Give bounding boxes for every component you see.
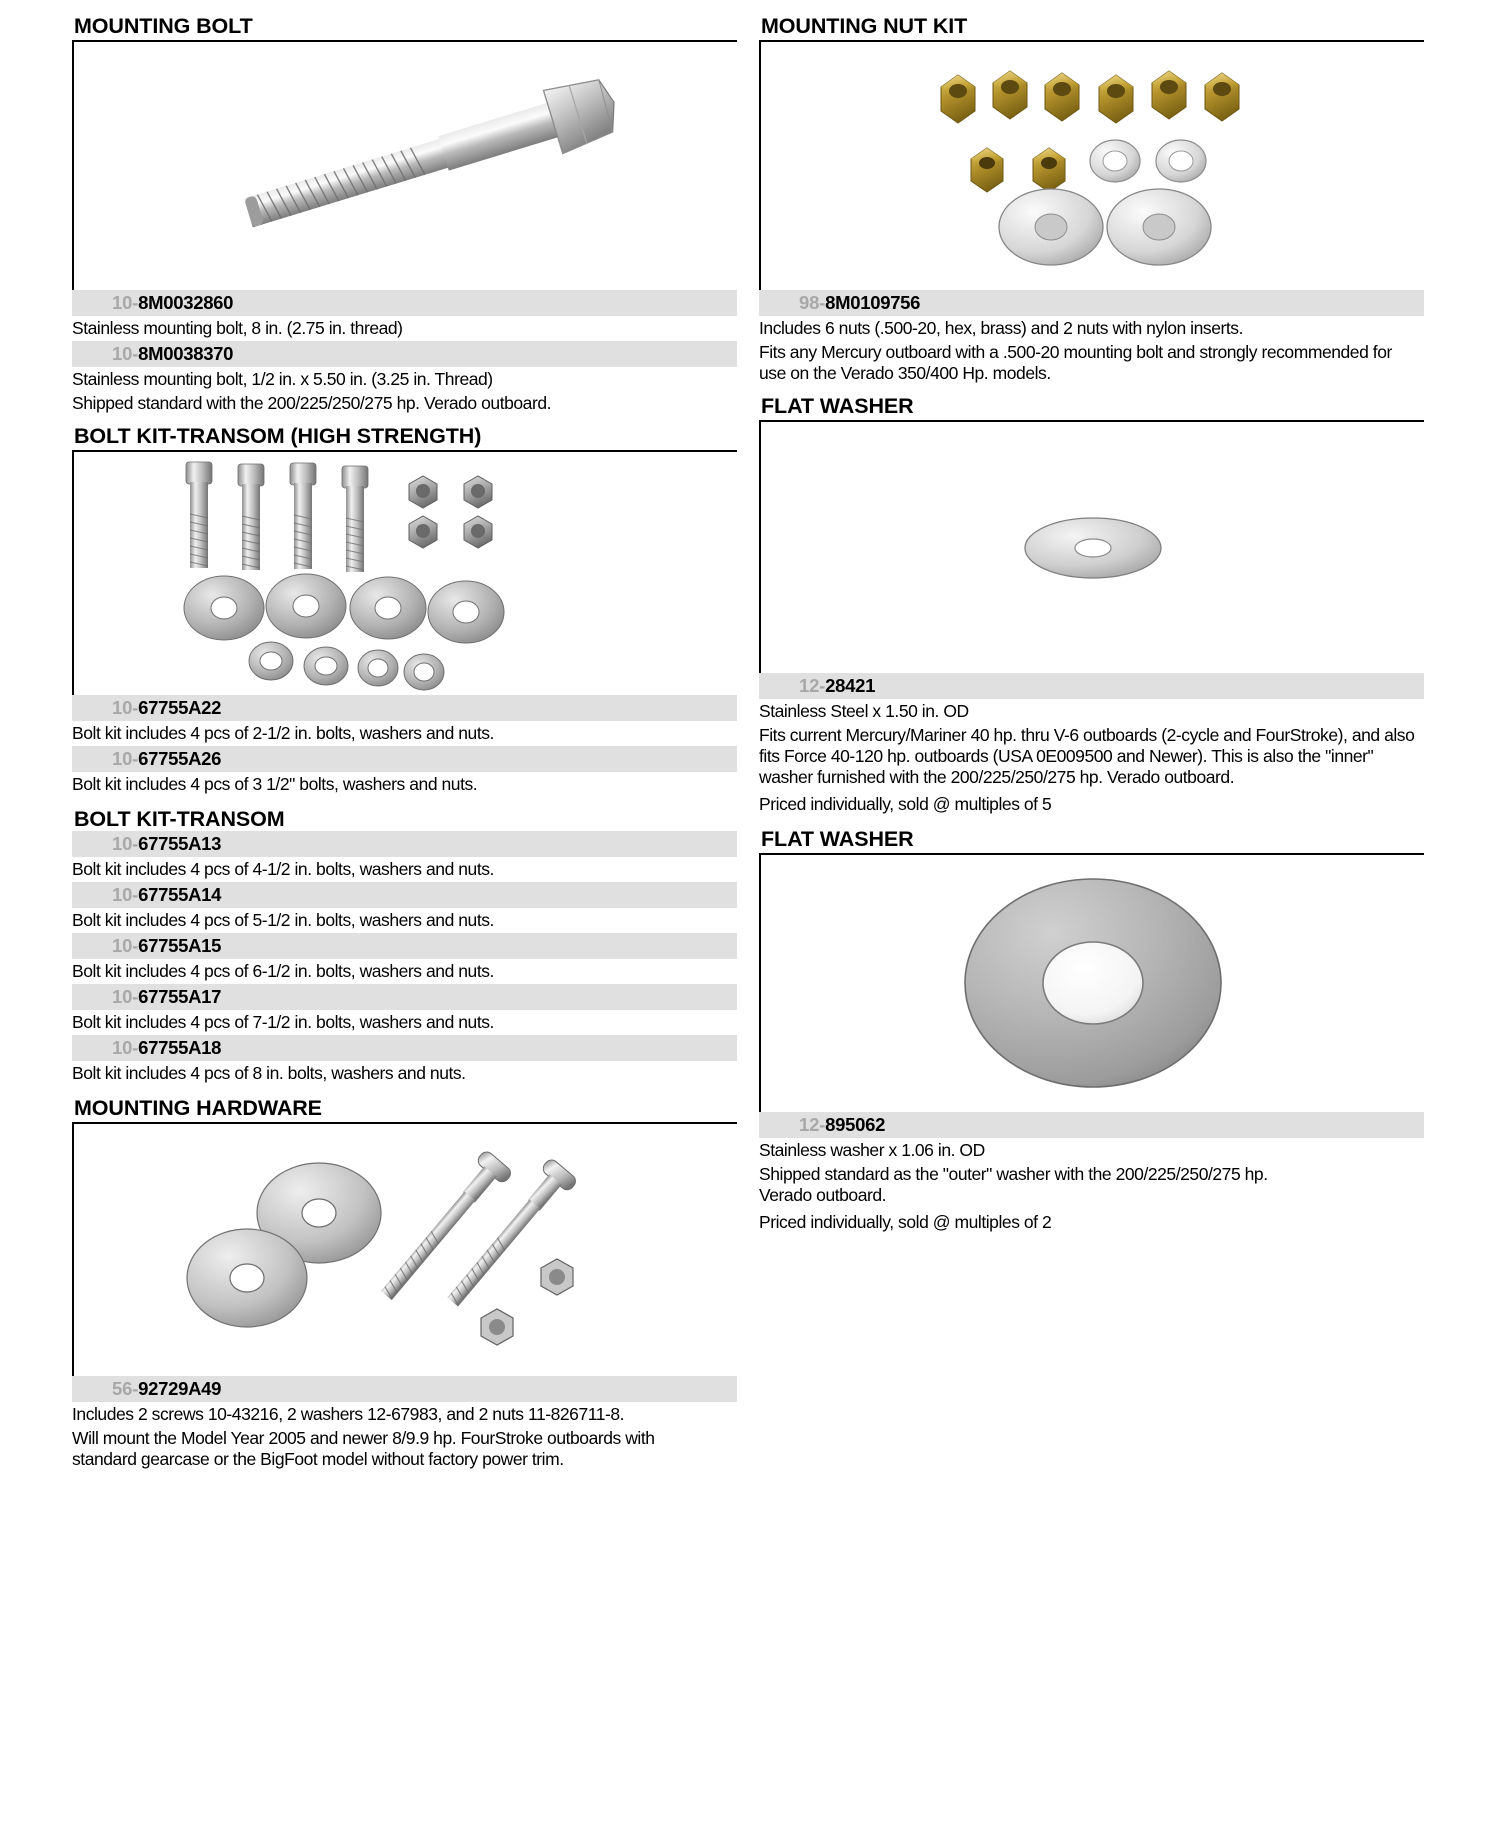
part-description: Bolt kit includes 4 pcs of 3 1/2" bolts, washers and nuts. xyxy=(72,774,478,795)
part-description: Fits current Mercury/Mariner 40 hp. thru V-6 outboards (2-cycle and FourStroke), and also fits Force 40-120 hp. outboards (USA 0E009500 and Newer). This is also the "inner" washer furnished with the 200/225/250/275 hp. Verado outboard. xyxy=(759,725,1415,788)
part-prefix: 10- xyxy=(112,985,139,1007)
part-number-band[interactable] xyxy=(72,1035,737,1061)
left-column xyxy=(72,14,737,1829)
part-number: 67755A14 xyxy=(138,883,222,905)
section-heading: BOLT KIT-TRANSOM xyxy=(74,807,285,832)
part-prefix: 12- xyxy=(799,1113,826,1135)
section-mounting-nut-kit xyxy=(759,14,1424,290)
part-number: 67755A13 xyxy=(138,832,222,854)
section-heading: FLAT WASHER xyxy=(761,827,914,852)
part-number: 895062 xyxy=(825,1113,886,1135)
part-prefix: 10- xyxy=(112,342,139,364)
part-number: 67755A26 xyxy=(138,747,222,769)
part-description: Priced individually, sold @ multiples of 2 xyxy=(759,1212,1052,1233)
part-number-band[interactable] xyxy=(72,933,737,959)
part-description: Includes 6 nuts (.500-20, hex, brass) and 2 nuts with nylon inserts. xyxy=(759,318,1243,339)
section-heading: MOUNTING NUT KIT xyxy=(761,14,968,38)
part-description: Fits any Mercury outboard with a .500-20 mounting bolt and strongly recommended for use on the Verado 350/400 Hp. models. xyxy=(759,342,1392,384)
part-prefix: 10- xyxy=(112,696,139,718)
small-flat-washer-photo xyxy=(759,422,1424,673)
section-bolt-kit-high-strength xyxy=(72,424,737,695)
part-number: 28421 xyxy=(825,674,876,696)
part-description: Bolt kit includes 4 pcs of 4-1/2 in. bolts, washers and nuts. xyxy=(72,859,494,880)
section-heading: BOLT KIT-TRANSOM (HIGH STRENGTH) xyxy=(74,424,482,449)
section-flat-washer-large xyxy=(759,827,1424,1112)
part-number: 8M0038370 xyxy=(138,342,234,364)
part-number-band[interactable] xyxy=(72,882,737,908)
part-prefix: 10- xyxy=(112,747,139,769)
part-prefix: 56- xyxy=(112,1378,139,1400)
mounting-nut-kit-photo xyxy=(759,42,1424,290)
part-description: Bolt kit includes 4 pcs of 8 in. bolts, washers and nuts. xyxy=(72,1063,466,1084)
part-number: 67755A17 xyxy=(138,985,222,1007)
part-description: Stainless mounting bolt, 1/2 in. x 5.50 in. (3.25 in. Thread) xyxy=(72,369,493,390)
section-heading: MOUNTING HARDWARE xyxy=(74,1096,322,1121)
part-number: 67755A22 xyxy=(138,696,222,718)
section-mounting-hardware xyxy=(72,1096,737,1376)
part-number-band[interactable] xyxy=(72,290,737,316)
large-flat-washer-photo xyxy=(759,855,1424,1112)
part-number-band[interactable] xyxy=(72,831,737,857)
part-description: Bolt kit includes 4 pcs of 6-1/2 in. bolts, washers and nuts. xyxy=(72,961,494,982)
bolt-kit-high-strength-photo xyxy=(72,452,737,695)
part-prefix: 10- xyxy=(112,1036,139,1058)
mounting-hardware-photo xyxy=(72,1124,737,1376)
part-description: Stainless washer x 1.06 in. OD xyxy=(759,1140,985,1161)
part-description: Includes 2 screws 10-43216, 2 washers 12-67983, and 2 nuts 11-826711-8. xyxy=(72,1404,625,1425)
part-description: Bolt kit includes 4 pcs of 5-1/2 in. bolts, washers and nuts. xyxy=(72,910,494,931)
part-number-band[interactable] xyxy=(759,290,1424,316)
part-prefix: 10- xyxy=(112,832,139,854)
part-description: Stainless Steel x 1.50 in. OD xyxy=(759,701,969,722)
part-description: Priced individually, sold @ multiples of 5 xyxy=(759,794,1052,815)
part-prefix: 10- xyxy=(112,883,139,905)
part-prefix: 10- xyxy=(112,291,139,313)
part-description: Will mount the Model Year 2005 and newer 8/9.9 hp. FourStroke outboards with standard gearcase or the BigFoot model without factory power trim. xyxy=(72,1428,655,1470)
section-flat-washer-small xyxy=(759,394,1424,673)
part-number-band[interactable] xyxy=(72,1376,737,1402)
hex-head-bolt-photo xyxy=(72,42,737,290)
part-description: Shipped standard as the "outer" washer with the 200/225/250/275 hp. Verado outboard. xyxy=(759,1164,1268,1206)
part-number-band[interactable] xyxy=(759,1112,1424,1138)
part-prefix: 12- xyxy=(799,674,826,696)
part-description: Bolt kit includes 4 pcs of 7-1/2 in. bolts, washers and nuts. xyxy=(72,1012,494,1033)
right-column xyxy=(759,14,1424,1829)
part-number: 8M0109756 xyxy=(825,291,921,313)
part-number: 67755A18 xyxy=(138,1036,222,1058)
part-description: Stainless mounting bolt, 8 in. (2.75 in. thread) xyxy=(72,318,403,339)
part-number-band[interactable] xyxy=(72,695,737,721)
part-number: 8M0032860 xyxy=(138,291,234,313)
part-number: 67755A15 xyxy=(138,934,222,956)
section-mounting-bolt xyxy=(72,14,737,290)
section-heading: FLAT WASHER xyxy=(761,394,914,419)
part-number: 92729A49 xyxy=(138,1378,222,1400)
part-number-band[interactable] xyxy=(759,673,1424,699)
part-description: Shipped standard with the 200/225/250/275 hp. Verado outboard. xyxy=(72,393,552,414)
part-number-band[interactable] xyxy=(72,746,737,772)
part-prefix: 98- xyxy=(799,291,826,313)
part-prefix: 10- xyxy=(112,934,139,956)
part-description: Bolt kit includes 4 pcs of 2-1/2 in. bolts, washers and nuts. xyxy=(72,723,494,744)
part-number-band[interactable] xyxy=(72,984,737,1010)
section-heading: MOUNTING BOLT xyxy=(74,14,253,38)
part-number-band[interactable] xyxy=(72,341,737,367)
